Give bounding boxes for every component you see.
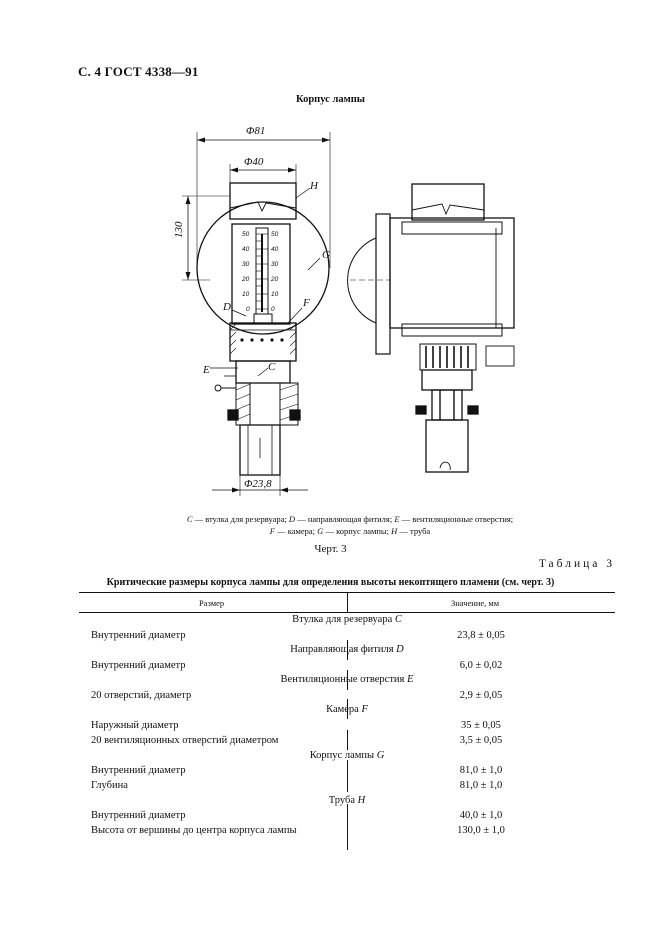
scale-tick-left: 50: [242, 231, 250, 238]
chamber: [230, 323, 296, 361]
table-cell-size: Внутренний диаметр: [91, 660, 186, 671]
page-header: С. 4 ГОСТ 4338—91: [78, 64, 199, 79]
scale-tick-right: 30: [271, 261, 279, 268]
section-text: Труба: [328, 795, 358, 806]
table-cell-size: Высота от вершины до центра корпуса лампы: [91, 825, 297, 836]
column-header-value: Значение, мм: [451, 598, 500, 608]
table-cell-value: 81,0 ± 1,0: [459, 765, 503, 776]
section-letter: F: [361, 704, 368, 715]
figure-legend: [150, 513, 550, 537]
table-cell-size: Внутренний диаметр: [91, 810, 186, 821]
legend-letter: H: [391, 526, 398, 536]
table-cell-value: 130,0 ± 1,0: [457, 825, 505, 836]
scale-tick-right: 10: [271, 291, 279, 298]
lamp-body-drawing: [150, 118, 550, 508]
section-text: Корпус лампы: [309, 750, 377, 761]
label-h130: 130: [173, 221, 185, 238]
label-h: H: [310, 180, 318, 192]
table-cell-size: 20 вентиляционных отверстий диаметром: [91, 735, 279, 746]
label-d40: Φ40: [244, 156, 264, 168]
section-text: Направляющая фитиля: [290, 644, 397, 655]
section-text: Вентиляционные отверстия: [280, 674, 408, 685]
label-d: D: [223, 301, 231, 313]
column-header-size: Размер: [199, 598, 225, 608]
scale-tick-left: 30: [242, 261, 250, 268]
table-cell-value: 40,0 ± 1,0: [459, 810, 503, 821]
table-section-heading: [79, 674, 615, 685]
section-letter: C: [394, 614, 402, 625]
table-section-heading: [79, 704, 615, 715]
label-d238: Φ23,8: [244, 478, 272, 490]
scale-tick-left: 10: [242, 291, 250, 298]
label-d81: Φ81: [246, 125, 266, 137]
label-g: G: [322, 249, 330, 261]
table-cell-value: 81,0 ± 1,0: [459, 780, 503, 791]
legend-letter: D: [288, 514, 296, 524]
table-cell-value: 3,5 ± 0,05: [459, 735, 503, 746]
figure-number: Черт. 3: [314, 543, 347, 555]
table-section-heading: [79, 795, 615, 806]
table-cell-size: Глубина: [91, 780, 128, 791]
table-cell-size: Внутренний диаметр: [91, 630, 186, 641]
legend-text: — втулка для резервуара;: [192, 514, 289, 524]
scale-tick-right: 40: [271, 246, 279, 253]
table-number: Таблица 3: [538, 558, 615, 570]
scale-tick-left: 40: [242, 246, 250, 253]
legend-text: — труба: [397, 526, 431, 536]
table-section-heading: [79, 750, 615, 761]
section-text: Камера: [326, 704, 362, 715]
table-cell-value: 35 ± 0,05: [461, 720, 501, 731]
section-letter: G: [376, 750, 385, 761]
table-section-heading: [79, 614, 615, 625]
side-chimney: [412, 184, 484, 220]
section-text: Втулка для резервуара: [292, 614, 395, 625]
legend-letter: E: [394, 514, 400, 524]
label-c: C: [268, 361, 276, 373]
scale-tick-left: 20: [242, 276, 250, 283]
section-letter: D: [396, 644, 404, 655]
legend-text: — вентиляционные отверстия;: [399, 514, 514, 524]
label-e: E: [203, 364, 210, 376]
table-cell-size: Внутренний диаметр: [91, 765, 186, 776]
table-cell-size: Наружный диаметр: [91, 720, 179, 731]
table-cell-value: 2,9 ± 0,05: [459, 690, 503, 701]
section-letter: E: [407, 674, 414, 685]
table-cell-value: 6,0 ± 0,02: [459, 660, 503, 671]
scale-tick-right: 20: [271, 276, 279, 283]
scale-tick-left: 0: [246, 306, 250, 313]
scale-tick-right: 50: [271, 231, 279, 238]
legend-letter: G: [317, 526, 324, 536]
label-f: F: [303, 297, 310, 309]
legend-text: — камера;: [274, 526, 318, 536]
legend-letter: F: [269, 526, 275, 536]
figure-title: Корпус лампы: [296, 94, 365, 105]
chimney-tube: [230, 183, 296, 219]
table-cell-value: 23,8 ± 0,05: [457, 630, 505, 641]
legend-text: — корпус лампы;: [323, 526, 392, 536]
table-title: Критические размеры корпуса лампы для определения высоты некоптящего пламени (см. черт. 3): [106, 577, 555, 588]
legend-letter: C: [186, 514, 193, 524]
table-cell-size: 20 отверстий, диаметр: [91, 690, 192, 701]
section-letter: H: [357, 795, 366, 806]
scale-tick-right: 0: [271, 306, 275, 313]
table-section-heading: [79, 644, 615, 655]
legend-text: — направляющая фитиля;: [295, 514, 395, 524]
